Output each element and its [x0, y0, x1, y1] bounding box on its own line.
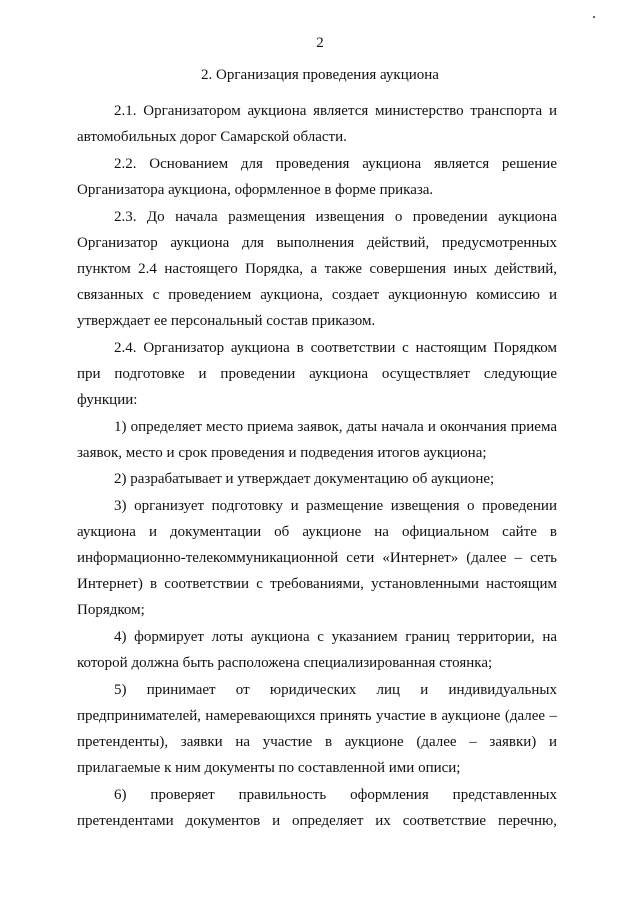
text-line: претендентами документов и определяет их соответствие перечню, [77, 813, 557, 829]
text-line: Интернет) в соответствии с требованиями, установленными настоящим [77, 576, 557, 592]
text-line: аукциона и документации об аукционе на официальном сайте в [77, 524, 557, 540]
text-line: утверждает ее персональный состав приказом. [77, 313, 376, 329]
text-line: 4) формирует лоты аукциона с указанием границ территории, на [114, 629, 557, 645]
text-line: 5) принимает от юридических лиц и индивидуальных [114, 682, 557, 698]
text-line: претенденты), заявки на участие в аукционе (далее – заявки) и [77, 734, 557, 750]
text-line: 2.2. Основанием для проведения аукциона является решение [114, 156, 557, 172]
text-line: пунктом 2.4 настоящего Порядка, а также совершения иных действий, [77, 261, 557, 277]
text-line: 2.4. Организатор аукциона в соответствии с настоящим Порядком [114, 340, 557, 356]
text-line: функции: [77, 392, 138, 408]
section-title: 2. Организация проведения аукциона [201, 67, 439, 83]
page-number: 2 [316, 35, 324, 51]
text-line: при подготовке и проведении аукциона осуществляет следующие [77, 366, 557, 382]
text-line: 6) проверяет правильность оформления представленных [114, 787, 557, 803]
scan-speck [593, 16, 595, 18]
text-line: Организатора аукциона, оформленное в форме приказа. [77, 182, 434, 198]
text-line: 2.1. Организатором аукциона является министерство транспорта и [114, 103, 557, 119]
text-line: связанных с проведением аукциона, создает аукционную комиссию и [77, 287, 557, 303]
text-line: 2) разрабатывает и утверждает документацию об аукционе; [114, 471, 495, 487]
text-line: 1) определяет место приема заявок, даты начала и окончания приема [114, 419, 557, 435]
text-line: прилагаемые к ним документы по составленной ими описи; [77, 760, 461, 776]
text-line: информационно-телекоммуникационной сети «Интернет» (далее – сеть [77, 550, 557, 566]
text-line: Порядком; [77, 602, 145, 618]
text-line: заявок, место и срок проведения и подведения итогов аукциона; [77, 445, 487, 461]
text-line: 3) организует подготовку и размещение извещения о проведении [114, 498, 557, 514]
text-line: которой должна быть расположена специализированная стоянка; [77, 655, 493, 671]
text-line: 2.3. До начала размещения извещения о проведении аукциона [114, 209, 557, 225]
text-line: предпринимателей, намеревающихся принять участие в аукционе (далее – [77, 708, 557, 724]
text-line: Организатор аукциона для выполнения действий, предусмотренных [77, 235, 557, 251]
text-line: автомобильных дорог Самарской области. [77, 129, 347, 145]
